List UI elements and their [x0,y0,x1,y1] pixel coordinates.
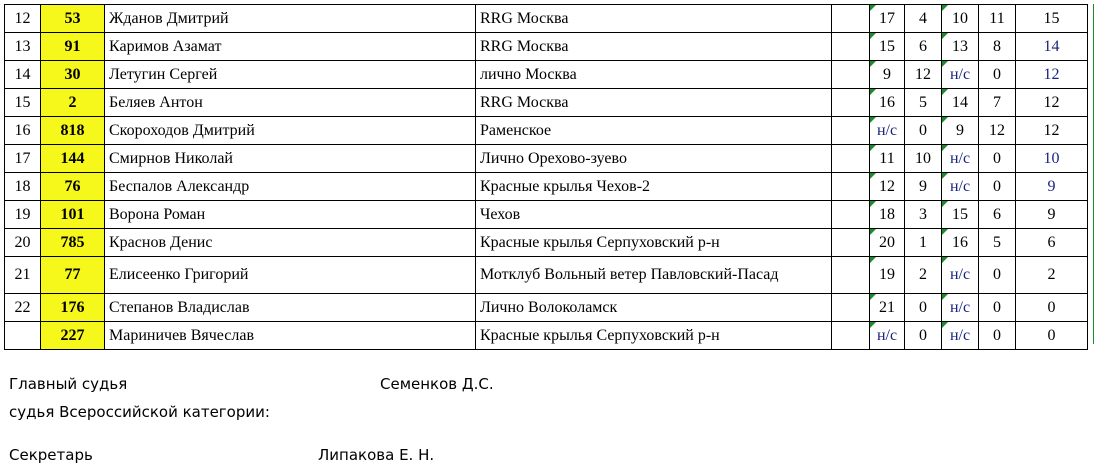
club-cell: Лично Волоколамск [476,294,832,322]
race2-cell: 2 [905,257,942,294]
race4-cell: 12 [979,117,1016,145]
race4-cell: 0 [979,294,1016,322]
race3-cell: 15 [942,201,979,229]
place-cell [5,322,41,350]
club-cell: Мотклуб Вольный ветер Павловский-Пасад [476,257,832,294]
race3-cell: н/с [942,173,979,201]
race3-cell: н/с [942,294,979,322]
name-cell: Беляев Антон [105,89,476,117]
race2-cell: 0 [905,294,942,322]
club-cell: RRG Москва [476,89,832,117]
blank-cell [832,145,870,173]
total-cell: 0 [1016,322,1088,350]
place-cell: 15 [5,89,41,117]
race3-cell: 13 [942,33,979,61]
race3-cell: 14 [942,89,979,117]
table-row [5,5,1088,33]
race4-cell: 11 [979,5,1016,33]
race2-cell: 5 [905,89,942,117]
total-cell: 0 [1016,294,1088,322]
table-row [5,201,1088,229]
place-cell: 22 [5,294,41,322]
chief-judge-category: судья Всероссийской категории: [9,403,270,421]
total-cell: 12 [1016,61,1088,89]
name-cell: Краснов Денис [105,229,476,257]
club-cell: Чехов [476,201,832,229]
name-cell: Каримов Азамат [105,33,476,61]
race1-cell: 18 [870,201,905,229]
race2-cell: 6 [905,33,942,61]
number-cell: 2 [41,89,105,117]
number-cell: 818 [41,117,105,145]
total-cell: 9 [1016,173,1088,201]
table-row [5,294,1088,322]
race1-cell: 17 [870,5,905,33]
chief-judge-name: Семенков Д.С. [380,375,494,393]
race4-cell: 0 [979,173,1016,201]
club-cell: RRG Москва [476,33,832,61]
table-row [5,117,1088,145]
race4-cell: 7 [979,89,1016,117]
blank-cell [832,322,870,350]
blank-cell [832,117,870,145]
race1-cell: 12 [870,173,905,201]
race1-cell: 19 [870,257,905,294]
total-cell: 12 [1016,117,1088,145]
race2-cell: 0 [905,322,942,350]
race1-cell: 16 [870,89,905,117]
race2-cell: 4 [905,5,942,33]
table-row [5,33,1088,61]
race4-cell: 0 [979,322,1016,350]
race4-cell: 0 [979,257,1016,294]
race3-cell: н/с [942,322,979,350]
race2-cell: 0 [905,117,942,145]
place-cell: 21 [5,257,41,294]
place-cell: 20 [5,229,41,257]
name-cell: Елисеенко Григорий [105,257,476,294]
table-row [5,229,1088,257]
blank-cell [832,61,870,89]
number-cell: 30 [41,61,105,89]
blank-cell [832,257,870,294]
name-cell: Мариничев Вячеслав [105,322,476,350]
number-cell: 91 [41,33,105,61]
name-cell: Жданов Дмитрий [105,5,476,33]
table-right-border [1093,4,1094,344]
blank-cell [832,229,870,257]
chief-judge-label: Главный судья [9,375,128,393]
club-cell: Раменское [476,117,832,145]
race2-cell: 9 [905,173,942,201]
total-cell: 9 [1016,201,1088,229]
total-cell: 2 [1016,257,1088,294]
table-row [5,89,1088,117]
race3-cell: 10 [942,5,979,33]
race2-cell: 1 [905,229,942,257]
number-cell: 76 [41,173,105,201]
race2-cell: 12 [905,61,942,89]
total-cell: 10 [1016,145,1088,173]
number-cell: 176 [41,294,105,322]
race3-cell: н/с [942,145,979,173]
blank-cell [832,5,870,33]
club-cell: Красные крылья Серпуховский р-н [476,229,832,257]
race3-cell: н/с [942,257,979,294]
race1-cell: 11 [870,145,905,173]
race2-cell: 10 [905,145,942,173]
blank-cell [832,173,870,201]
race1-cell: 21 [870,294,905,322]
club-cell: Красные крылья Серпуховский р-н [476,322,832,350]
name-cell: Летугин Сергей [105,61,476,89]
club-cell: Красные крылья Чехов-2 [476,173,832,201]
race1-cell: н/с [870,117,905,145]
secretary-name: Липакова Е. Н. [318,446,435,464]
race4-cell: 5 [979,229,1016,257]
race1-cell: н/с [870,322,905,350]
name-cell: Беспалов Александр [105,173,476,201]
place-cell: 18 [5,173,41,201]
race4-cell: 0 [979,145,1016,173]
race3-cell: н/с [942,61,979,89]
club-cell: лично Москва [476,61,832,89]
blank-cell [832,33,870,61]
total-cell: 6 [1016,229,1088,257]
place-cell: 17 [5,145,41,173]
number-cell: 785 [41,229,105,257]
number-cell: 53 [41,5,105,33]
number-cell: 227 [41,322,105,350]
number-cell: 77 [41,257,105,294]
race4-cell: 6 [979,201,1016,229]
table-row [5,61,1088,89]
total-cell: 12 [1016,89,1088,117]
place-cell: 16 [5,117,41,145]
number-cell: 144 [41,145,105,173]
name-cell: Смирнов Николай [105,145,476,173]
race2-cell: 3 [905,201,942,229]
race4-cell: 0 [979,61,1016,89]
place-cell: 19 [5,201,41,229]
race3-cell: 9 [942,117,979,145]
race1-cell: 20 [870,229,905,257]
blank-cell [832,294,870,322]
name-cell: Ворона Роман [105,201,476,229]
number-cell: 101 [41,201,105,229]
name-cell: Степанов Владислав [105,294,476,322]
race1-cell: 15 [870,33,905,61]
place-cell: 13 [5,33,41,61]
table-row [5,145,1088,173]
secretary-label: Секретарь [9,446,93,464]
table-row [5,173,1088,201]
blank-cell [832,201,870,229]
total-cell: 15 [1016,5,1088,33]
total-cell: 14 [1016,33,1088,61]
table-row [5,257,1088,294]
results-table [4,4,1088,350]
race1-cell: 9 [870,61,905,89]
club-cell: RRG Москва [476,5,832,33]
race3-cell: 16 [942,229,979,257]
place-cell: 14 [5,61,41,89]
name-cell: Скороходов Дмитрий [105,117,476,145]
table-row [5,322,1088,350]
place-cell: 12 [5,5,41,33]
blank-cell [832,89,870,117]
race4-cell: 8 [979,33,1016,61]
club-cell: Лично Орехово-зуево [476,145,832,173]
